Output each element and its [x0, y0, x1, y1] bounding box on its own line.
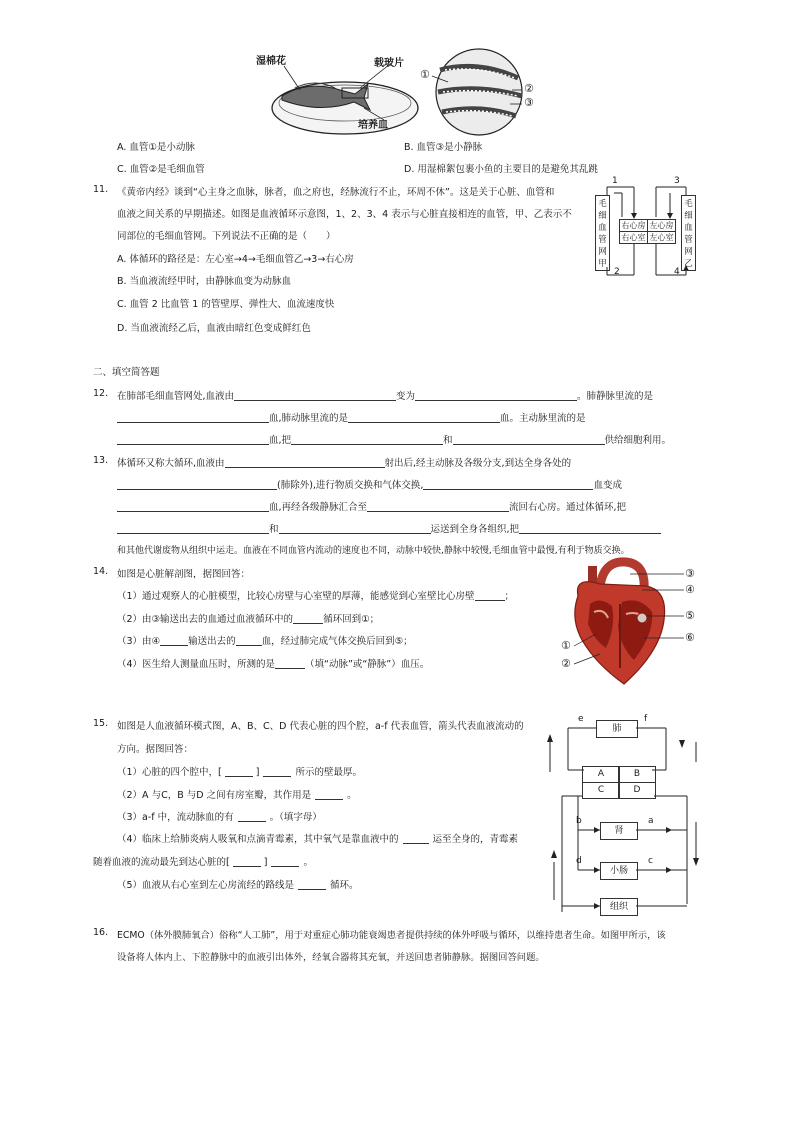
q13-line-1	[117, 455, 571, 469]
q12-text-3b: 和	[443, 435, 453, 446]
q15-number: 15.	[93, 718, 109, 729]
q15-text-5a: （5）血液从右心室到左心房流经的路线是	[117, 880, 295, 891]
q12-text-3a: 血,把	[269, 435, 292, 446]
q15-sub-1	[117, 764, 362, 778]
vessel-label-3: 3	[674, 176, 680, 186]
label-vessel-1: ①	[420, 68, 430, 81]
q13-text-4b: 运送到全身各组织,把	[430, 524, 520, 535]
q12-line-3	[117, 432, 671, 446]
q14-text-4a: （4）医生给人测量血压时，所测的是	[117, 659, 276, 670]
heart-chamber-b: B	[618, 766, 656, 783]
capillary-net-yi: 毛细血管网乙	[681, 195, 696, 271]
q14-text-3a: （3）由④	[117, 636, 161, 647]
q15-text-1c: 所示的壁最厚。	[295, 767, 362, 778]
heart-anatomy-figure	[560, 556, 700, 688]
q13-blank-1[interactable]	[225, 457, 385, 468]
q15-text-2b: 。	[347, 790, 357, 801]
q15-blank-2[interactable]	[263, 766, 291, 777]
q15-text-4b: 运至全身的，青霉素	[432, 834, 519, 845]
q12-text-1c: 。肺静脉里流的是	[577, 391, 654, 402]
q15-blank-3[interactable]	[315, 789, 343, 800]
vessel-label-2: 2	[614, 267, 620, 277]
q15-text-1a: （1）心脏的四个腔中，[	[117, 767, 222, 778]
organ-lung: 肺	[596, 720, 638, 738]
q13-blank-5[interactable]	[367, 501, 509, 512]
vessel-b: b	[576, 816, 582, 826]
q12-blank-6[interactable]	[291, 434, 443, 445]
organ-tissue: 组织	[600, 898, 638, 916]
capillary-net-jia: 毛细血管网甲	[595, 195, 610, 271]
q13-blank-7[interactable]	[279, 523, 431, 534]
vessel-f: f	[644, 714, 648, 724]
q11-option-d: D. 当血液流经乙后，血液由暗红色变成鲜红色	[117, 323, 311, 334]
q14-sub-4	[117, 656, 429, 670]
q11-option-b: B. 当血液流经甲时，由静脉血变为动脉血	[117, 276, 292, 287]
q14-sub-1	[117, 588, 514, 602]
q15-sub-4	[117, 831, 518, 845]
q12-blank-1[interactable]	[234, 390, 396, 401]
q10-option-c: C. 血管②是毛细血管	[117, 164, 205, 175]
q11-number: 11.	[93, 184, 109, 195]
q14-sub-3	[117, 633, 413, 647]
q15-sub-4-cont	[93, 854, 313, 868]
q15-text-3a: （3）a-f 中，流动脉血的有	[117, 812, 234, 823]
q15-circulation-model	[542, 712, 702, 918]
q15-text-2a: （2）A 与C，B 与D 之间有房室瓣，其作用是	[117, 790, 312, 801]
q12-line-2	[117, 410, 586, 424]
q11-stem-1: 《黄帝内经》谈到“心主身之血脉，脉者，血之府也，经脉流行不止，环周不休”。这是关于心脏、血管和	[117, 187, 555, 198]
label-glass-slide: 载玻片	[374, 58, 404, 69]
q14-text-4b: （填“动脉”或“静脉”）血压。	[305, 659, 430, 670]
q14-blank-4[interactable]	[236, 635, 262, 646]
q15-sub-2	[117, 787, 357, 801]
q13-number: 13.	[93, 455, 109, 466]
label-wet-cotton: 湿棉花	[256, 56, 286, 67]
q13-blank-6[interactable]	[117, 523, 269, 534]
q15-text-1b: ]	[255, 767, 260, 778]
q13-text-3b: 流回右心房。通过体循环,把	[509, 502, 627, 513]
q16-line-1: ECMO（体外膜肺氧合）俗称“人工肺”，用于对重症心肺功能衰竭患者提供持续的体外呼吸与循环，以维持患者生命。如图甲所示，该	[117, 930, 666, 941]
q12-blank-3[interactable]	[117, 412, 269, 423]
q15-text-4d: ]	[263, 857, 268, 868]
q13-blank-8[interactable]	[519, 523, 661, 534]
q13-line-4	[117, 521, 661, 535]
q12-text-1b: 变为	[396, 391, 416, 402]
q15-sub-3	[117, 809, 322, 823]
q15-blank-6[interactable]	[233, 856, 261, 867]
heart-chamber-a: A	[582, 766, 620, 783]
section-2-heading: 二、填空简答题	[93, 367, 160, 378]
q12-blank-7[interactable]	[453, 434, 605, 445]
q11-option-c: C. 血管 2 比血管 1 的管壁厚、弹性大、血流速度快	[117, 299, 335, 310]
vessel-label-4: 4	[674, 267, 680, 277]
q13-line-2	[117, 477, 622, 491]
q13-text-4a: 和	[269, 524, 279, 535]
q14-number: 14.	[93, 566, 109, 577]
q14-blank-2[interactable]	[293, 613, 323, 624]
q12-blank-2[interactable]	[415, 390, 577, 401]
q12-text-3c: 供给细胞利用。	[604, 435, 672, 446]
q10-option-b: B. 血管③是小静脉	[404, 142, 483, 153]
q15-text-3b: 。（填字母）	[269, 812, 322, 823]
left-ventricle: 左心室	[647, 231, 676, 244]
q14-text-3c: 血，经过肺完成气体交换后回到⑤；	[261, 636, 413, 647]
q11-option-a: A. 体循环的路径是：左心室→4→毛细血管乙→3→右心房	[117, 254, 354, 265]
fish-figure	[256, 48, 550, 140]
fish-figure-svg	[260, 48, 550, 140]
q15-stem-1: 如图是人血液循环模式图，A、B、C、D 代表心脏的四个腔，a-f 代表血管，箭头代表血液流动的	[117, 721, 524, 732]
q13-text-2a: (肺除外),进行物质交换和气体交换,	[277, 480, 424, 491]
organ-small-intestine: 小肠	[600, 862, 638, 880]
label-vessel-3: ③	[524, 96, 534, 109]
q13-text-1a: 体循环又称大循环,血液由	[117, 458, 225, 469]
q14-text-2a: （2）由③输送出去的血通过血液循环中的	[117, 614, 294, 625]
q13-line-5: 和其他代谢废物从组织中运走。血液在不同血管内流动的速度也不同，动脉中较快,静脉中较慢,毛细血管中最慢,有利于物质交换。	[117, 546, 630, 556]
heart-chamber-c: C	[582, 782, 620, 799]
q14-blank-5[interactable]	[275, 658, 305, 669]
q13-blank-2[interactable]	[117, 479, 277, 490]
q15-text-4e: 。	[303, 857, 313, 868]
organ-kidney: 肾	[600, 822, 638, 840]
q14-blank-3[interactable]	[160, 635, 188, 646]
q10-option-a: A. 血管①是小动脉	[117, 142, 195, 153]
q15-sub-5	[117, 877, 359, 891]
vessel-d: d	[576, 856, 582, 866]
q12-text-1a: 在肺部毛细血管网处,血液由	[117, 391, 235, 402]
q13-text-2b: 血变成	[593, 480, 622, 491]
label-petri-dish: 培养皿	[358, 120, 388, 131]
q12-blank-5[interactable]	[117, 434, 269, 445]
heart-label-1: ①	[561, 639, 571, 652]
vessel-label-1: 1	[612, 176, 618, 186]
heart-label-2: ②	[561, 657, 571, 670]
q12-number: 12.	[93, 388, 109, 399]
q13-text-1b: 射出后,经主动脉及各级分支,到达全身各处的	[384, 458, 572, 469]
q15-text-4a: （4）临床上给肺炎病人吸氧和点滴青霉素，其中氧气是靠血液中的	[117, 834, 399, 845]
heart-label-3: ③	[685, 567, 695, 580]
left-atrium: 左心房	[647, 219, 676, 232]
q14-stem: 如图是心脏解剖图，据图回答：	[117, 569, 251, 580]
q14-text-1a: （1）通过观察人的心脏模型，比较心房壁与心室壁的厚薄，能感觉到心室壁比心房壁	[117, 591, 475, 602]
q15-text-4c: 随着血液的流动最先到达心脏的[	[93, 857, 230, 868]
heart-label-5: ⑤	[685, 609, 695, 622]
q12-text-2b: 血。主动脉里流的是	[500, 413, 586, 424]
q15-blank-1[interactable]	[225, 766, 253, 777]
q11-stem-3: 同部位的毛细血管网。下列说法不正确的是（ ）	[117, 231, 336, 242]
q16-number: 16.	[93, 927, 109, 938]
q15-blank-5[interactable]	[403, 833, 429, 844]
q15-text-5b: 循环。	[330, 880, 359, 891]
q14-blank-1[interactable]	[475, 590, 505, 601]
heart-chamber-d: D	[618, 782, 656, 799]
q15-blank-4[interactable]	[238, 811, 266, 822]
q14-text-1b: ；	[504, 591, 515, 602]
heart-label-4: ④	[685, 583, 695, 596]
q14-sub-2	[117, 611, 379, 625]
q14-text-3b: 输送出去的	[188, 636, 236, 647]
q12-line-1	[117, 388, 653, 402]
right-atrium: 右心房	[619, 219, 648, 232]
vessel-c: c	[648, 856, 653, 866]
q13-line-3	[117, 499, 626, 513]
q15-blank-8[interactable]	[298, 879, 326, 890]
q15-blank-7[interactable]	[271, 856, 299, 867]
q12-blank-4[interactable]	[348, 412, 500, 423]
q10-option-d: D. 用湿棉絮包裹小鱼的主要目的是避免其乱跳	[404, 164, 598, 175]
q14-text-2b: 循环回到①；	[323, 614, 380, 625]
vessel-e: e	[578, 714, 584, 724]
q16-line-2: 设备将人体内上、下腔静脉中的血液引出体外，经氧合器将其充氧，并送回患者肺静脉。据图回答问题。	[117, 952, 545, 963]
q13-blank-3[interactable]	[423, 479, 593, 490]
heart-label-6: ⑥	[685, 631, 695, 644]
label-vessel-2: ②	[524, 82, 534, 95]
q12-text-2a: 血,肺动脉里流的是	[269, 413, 349, 424]
vessel-a: a	[648, 816, 654, 826]
q11-circulation-diagram	[592, 177, 702, 281]
q13-text-3a: 血,再经各级静脉汇合至	[269, 502, 368, 513]
q13-blank-4[interactable]	[117, 501, 269, 512]
q15-stem-2: 方向。据图回答：	[117, 744, 194, 755]
q11-stem-2: 血液之间关系的早期描述。如图是血液循环示意图，1、2、3、4 表示与心脏直接相连的血管，甲、乙表示不	[117, 209, 572, 220]
right-ventricle: 右心室	[619, 231, 648, 244]
